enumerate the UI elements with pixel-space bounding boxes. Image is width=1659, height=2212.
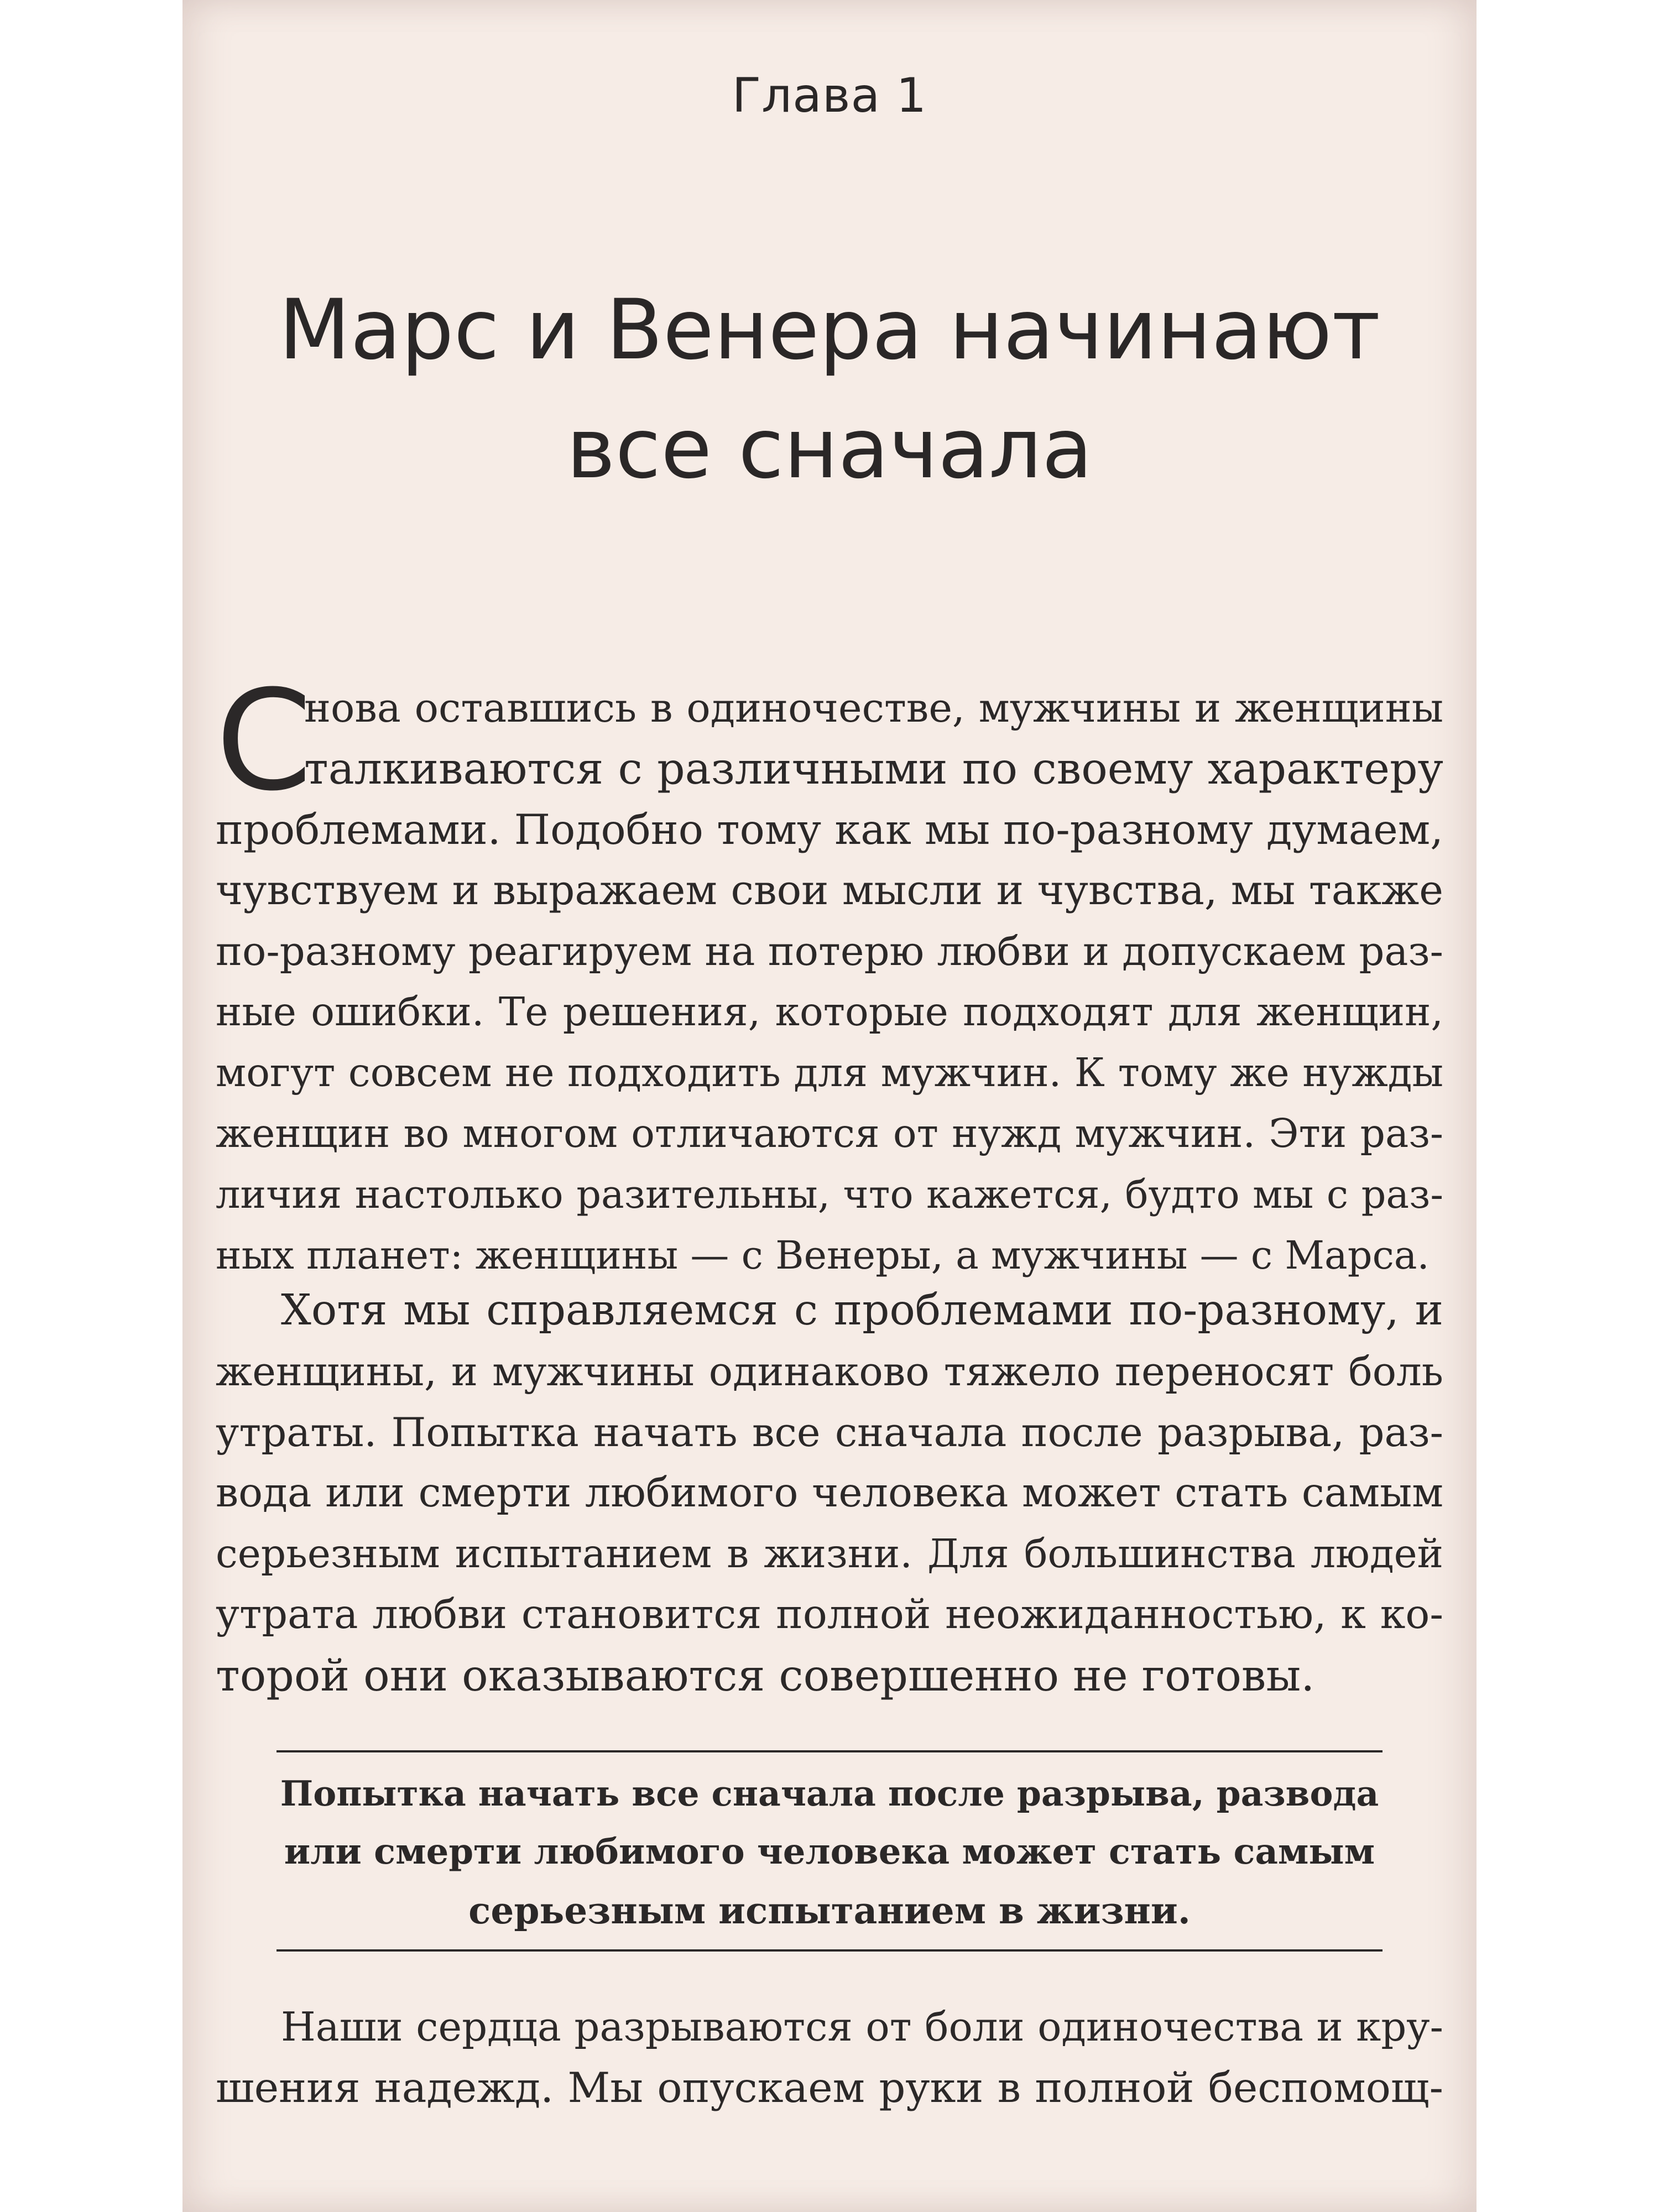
chapter-label: Глава 1 <box>732 68 927 123</box>
drop-cap: С <box>216 660 312 821</box>
paragraph-2 <box>216 1280 1443 1706</box>
pull-quote <box>276 1764 1383 1940</box>
text-line: серьезным испытанием в жизни. Для большинства людей <box>216 1531 1443 1577</box>
chapter-title-line: все сначала <box>566 401 1093 497</box>
text-line: женщины, и мужчины одинаково тяжело переносят боль <box>216 1348 1443 1395</box>
pull-quote-line: серьезным испытанием в жизни. <box>468 1889 1191 1932</box>
text-line: утрата любви становится полной неожиданностью, к ко- <box>216 1591 1443 1638</box>
text-line: по-разному реагируем на потерю любви и допускаем раз- <box>216 928 1443 974</box>
text-line: нова оставшись в одиночестве, мужчины и женщины <box>304 685 1443 731</box>
text-line: шения надежд. Мы опускаем руки в полной беспомощ- <box>216 2063 1443 2112</box>
text-line: проблемами. Подобно тому как мы по-разному думаем, <box>216 805 1443 854</box>
paragraph-3 <box>216 1996 1443 2118</box>
text-line: ные ошибки. Те решения, которые подходят для женщин, <box>216 989 1443 1035</box>
text-line: талкиваются с различными по своему характеру <box>304 743 1443 794</box>
pull-quote-line: или смерти любимого человека может стать самым <box>284 1831 1375 1872</box>
text-line: Наши сердца разрываются от боли одиночества и кру- <box>281 2004 1443 2050</box>
book-page <box>182 0 1477 2212</box>
text-line: утраты. Попытка начать все сначала после разрыва, раз- <box>216 1409 1443 1455</box>
text-line: личия настолько разительны, что кажется, будто мы с раз- <box>216 1172 1443 1217</box>
paragraph-1 <box>216 660 1443 1286</box>
text-line: вода или смерти любимого человека может стать самым <box>216 1469 1443 1516</box>
text-line: ных планет: женщины — с Венеры, а мужчины — с Марса. <box>216 1233 1430 1278</box>
chapter-title <box>182 271 1477 509</box>
text-line: чувствуем и выражаем свои мысли и чувства, мы также <box>216 867 1443 914</box>
callout-rule-bottom <box>276 1949 1383 1952</box>
text-line: Хотя мы справляемся с проблемами по-разному, и <box>281 1286 1443 1335</box>
text-line: могут совсем не подходить для мужчин. К тому же нужды <box>216 1050 1443 1095</box>
pull-quote-line: Попытка начать все сначала после разрыва, развода <box>280 1773 1379 1814</box>
text-line: торой они оказываются совершенно не готовы. <box>216 1650 1315 1701</box>
text-line: женщин во многом отличаются от нужд мужчин. Эти раз- <box>216 1110 1443 1156</box>
chapter-title-line: Марс и Венера начинают <box>279 282 1380 378</box>
callout-rule-top <box>276 1750 1383 1752</box>
